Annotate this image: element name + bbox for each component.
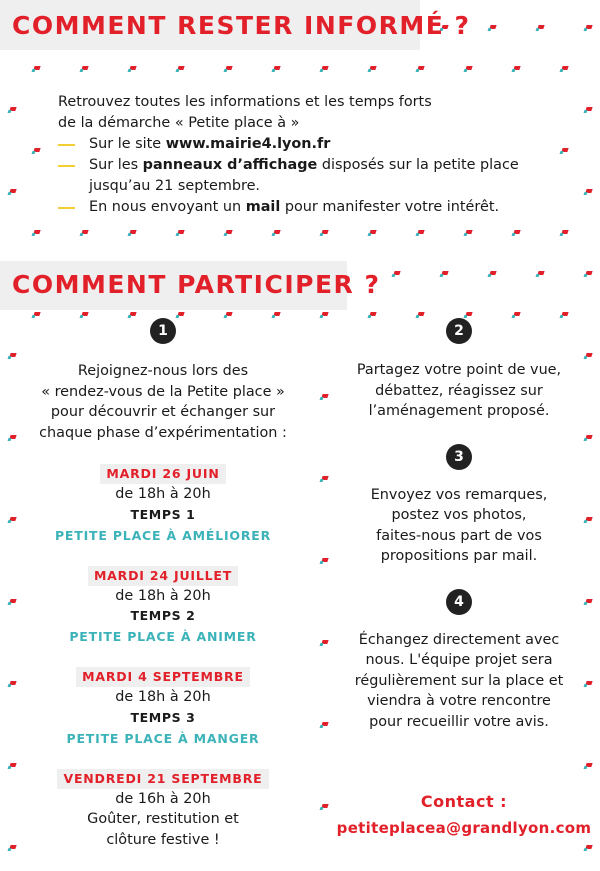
confetti-mark: [320, 315, 324, 318]
event-description: clôture festive !: [106, 831, 220, 848]
info-text: Sur le site: [89, 136, 166, 152]
confetti-mark: [560, 151, 564, 154]
info-text: pour manifester votre intérêt.: [280, 199, 500, 215]
confetti-mark: [560, 233, 564, 236]
confetti-mark: [536, 274, 540, 277]
steps-right-column: [328, 318, 590, 732]
website-link[interactable]: www.mairie4.lyon.fr: [165, 136, 331, 152]
info-item-website: [58, 134, 548, 155]
dash-bullet-icon: [58, 207, 75, 209]
confetti-mark: [488, 28, 492, 31]
intro-line: Retrouvez toutes les informations et les temps forts: [58, 94, 432, 110]
step-4-text: régulièrement sur la place et: [354, 672, 564, 689]
confetti-mark: [176, 233, 180, 236]
info-bold: panneaux d’affichage: [142, 157, 318, 173]
confetti-mark: [584, 28, 588, 31]
confetti-mark: [320, 397, 324, 400]
step-4-text: nous. L'équipe projet sera: [365, 652, 553, 668]
step-2-text: l’aménagement proposé.: [368, 403, 550, 419]
event-date: MARDI 26 JUIN: [100, 464, 225, 484]
confetti-mark: [32, 233, 36, 236]
step-1-column: [8, 318, 318, 850]
event-date: MARDI 24 JUILLET: [88, 566, 238, 586]
step-4-text: pour recueillir votre avis.: [369, 713, 549, 730]
event-block: [8, 565, 318, 649]
confetti-mark: [320, 807, 324, 810]
confetti-mark: [128, 233, 132, 236]
step-number-badge: 2: [446, 318, 472, 344]
event-temps: TEMPS 3: [130, 709, 196, 725]
step-4-text: Échangez directement avec: [358, 631, 560, 648]
contact-block: [335, 790, 593, 842]
confetti-mark: [176, 69, 180, 72]
step-2-text: débattez, réagissez sur: [375, 382, 543, 399]
confetti-mark: [416, 233, 420, 236]
confetti-mark: [464, 69, 468, 72]
confetti-mark: [584, 766, 588, 769]
confetti-mark: [392, 274, 396, 277]
info-text: Sur les: [89, 157, 143, 173]
step-number-badge: 3: [446, 444, 472, 470]
confetti-mark: [416, 69, 420, 72]
event-date: VENDREDI 21 SEPTEMBRE: [57, 769, 268, 789]
confetti-mark: [368, 69, 372, 72]
event-block-final: [8, 768, 318, 851]
event-theme: PETITE PLACE À AMÉLIORER: [54, 527, 272, 543]
step-3-text: faites-nous part de vos: [376, 527, 542, 544]
step-3-text: Envoyez vos remarques,: [370, 486, 548, 503]
confetti-mark: [536, 28, 540, 31]
dash-bullet-icon: [58, 144, 75, 146]
event-theme: PETITE PLACE À ANIMER: [69, 629, 257, 644]
event-block: [8, 463, 318, 547]
confetti-mark: [320, 479, 324, 482]
confetti-mark: [584, 274, 588, 277]
event-temps: TEMPS 1: [130, 506, 196, 522]
confetti-mark: [32, 69, 36, 72]
confetti-mark: [80, 69, 84, 72]
info-item-panels: [58, 155, 548, 197]
confetti-mark: [272, 233, 276, 236]
confetti-mark: [320, 561, 324, 564]
confetti-mark: [560, 69, 564, 72]
confetti-mark: [128, 69, 132, 72]
confetti-mark: [224, 233, 228, 236]
event-temps: TEMPS 2: [130, 608, 196, 623]
step-1-text: chaque phase d’expérimentation :: [39, 424, 287, 441]
contact-email-link[interactable]: petiteplacea@grandlyon.com: [336, 819, 592, 837]
confetti-mark: [80, 233, 84, 236]
step-1-text: « rendez-vous de la Petite place »: [41, 383, 285, 400]
event-description: Goûter, restitution et: [87, 811, 239, 827]
step-number-badge: 1: [150, 318, 176, 344]
section-title-participer: COMMENT PARTICIPER ?: [12, 270, 381, 299]
confetti-mark: [488, 274, 492, 277]
event-hours: de 18h à 20h: [115, 689, 211, 705]
confetti-mark: [320, 233, 324, 236]
info-text: disposés sur la petite place jusqu’au 21 septembre.: [89, 157, 519, 194]
confetti-mark: [8, 110, 12, 113]
dash-bullet-icon: [58, 165, 75, 167]
section-title-informe: COMMENT RESTER INFORMÉ ?: [12, 11, 471, 40]
step-1-text: pour découvrir et échanger sur: [50, 404, 276, 420]
confetti-mark: [320, 643, 324, 646]
info-text: En nous envoyant un: [89, 199, 246, 215]
confetti-mark: [584, 848, 588, 851]
confetti-mark: [224, 69, 228, 72]
confetti-mark: [464, 233, 468, 236]
confetti-mark: [512, 69, 516, 72]
confetti-mark: [440, 274, 444, 277]
event-hours: de 18h à 20h: [115, 486, 211, 502]
info-block: [58, 92, 548, 218]
confetti-mark: [32, 151, 36, 154]
info-list: [58, 134, 548, 218]
event-date: MARDI 4 SEPTEMBRE: [76, 667, 250, 687]
contact-label: Contact :: [420, 792, 508, 811]
confetti-mark: [272, 69, 276, 72]
intro-line: de la démarche « Petite place à »: [58, 115, 300, 131]
step-3-text: propositions par mail.: [380, 548, 538, 564]
event-hours: de 16h à 20h: [115, 790, 211, 807]
confetti-mark: [320, 69, 324, 72]
step-4-text: viendra à votre rencontre: [367, 693, 551, 709]
confetti-mark: [8, 192, 12, 195]
confetti-mark: [512, 233, 516, 236]
info-item-mail: [58, 197, 548, 218]
step-number-badge: 4: [446, 589, 472, 615]
confetti-mark: [368, 233, 372, 236]
confetti-mark: [584, 110, 588, 113]
info-bold: mail: [245, 199, 281, 215]
step-3-text: postez vos photos,: [391, 507, 527, 523]
confetti-mark: [320, 725, 324, 728]
step-1-text: Rejoignez-nous lors des: [77, 363, 249, 379]
event-hours: de 18h à 20h: [115, 587, 211, 604]
event-theme: PETITE PLACE À MANGER: [66, 730, 260, 746]
event-block: [8, 666, 318, 750]
step-2-text: Partagez votre point de vue,: [356, 362, 562, 378]
confetti-mark: [584, 192, 588, 195]
